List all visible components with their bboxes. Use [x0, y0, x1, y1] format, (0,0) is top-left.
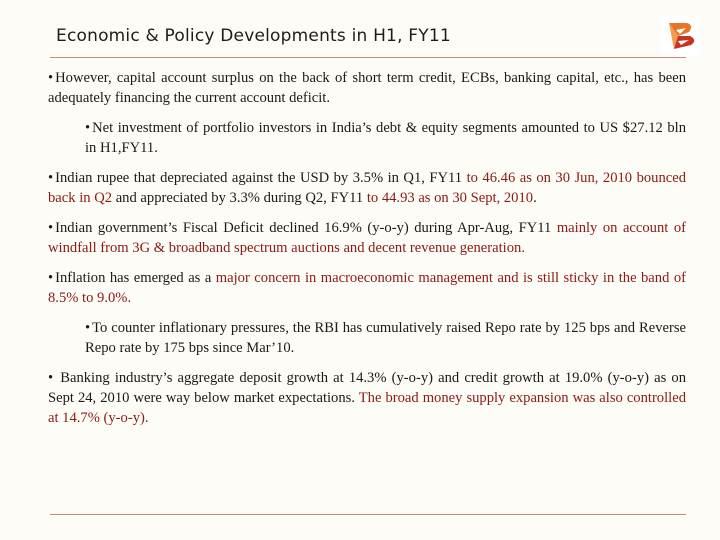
bullet-dot-icon: • [48, 270, 54, 286]
title-divider [50, 57, 686, 58]
bullet-text: to 46.46 as on 30 Jun, 2010 bounced back in Q2 [48, 170, 687, 206]
bank-of-baroda-logo [660, 16, 700, 56]
slide-title: Economic & Policy Developments in H1, FY11 [56, 26, 451, 46]
bullet-dot-icon: • [48, 220, 54, 236]
bullet-text: Inflation has emerged as a [55, 270, 216, 286]
bullet-text: The broad money supply expansion was also controlled at 14.7% (y-o-y). [48, 390, 686, 426]
bullet [48, 168, 686, 208]
bullet-dot-icon: • [48, 370, 54, 386]
bullet [48, 68, 686, 108]
bullet [48, 218, 686, 258]
bullet-list [48, 68, 686, 438]
sub-bullet [85, 118, 686, 158]
bullet-text: Banking industry’s aggregate deposit growth at 14.3% (y-o-y) and credit growth at 19.0% (y-o-y) as on Sept 24, 2010 were way below market expectations. [48, 370, 686, 406]
bullet-text: major concern in macroeconomic management and is still sticky in the band of 8.5% to 9.0%. [48, 270, 687, 306]
bullet-text: Indian rupee that depreciated against the USD by 3.5% in Q1, FY11 [55, 170, 467, 186]
bullet [48, 268, 686, 308]
footer-divider [50, 514, 686, 515]
bullet-dot-icon: • [48, 70, 54, 86]
bullet-text: To counter inflationary pressures, the RBI has cumulatively raised Repo rate by 125 bps and Reverse Repo rate by 175 bps since Mar’10. [85, 320, 686, 356]
bullet-dot-icon: • [48, 170, 54, 186]
bullet-dot-icon: • [85, 320, 91, 336]
bullet-text: to 44.93 as on 30 Sept, 2010 [366, 190, 534, 206]
sub-bullet [85, 318, 686, 358]
bullet-text: Indian government’s Fiscal Deficit declined 16.9% (y-o-y) during Apr-Aug, FY11 [55, 220, 557, 236]
bullet [48, 368, 686, 428]
bullet-dot-icon: • [85, 120, 91, 136]
bullet-text: . [533, 190, 537, 206]
bullet-text: Net investment of portfolio investors in India’s debt & equity segments amounted to US $27.12 bln in H1,FY11. [85, 120, 686, 156]
bullet-text: mainly on account of windfall from 3G & broadband spectrum auctions and decent revenue generation. [48, 220, 686, 256]
bullet-text: However, capital account surplus on the back of short term credit, ECBs, banking capital, etc., has been adequately financing the current account deficit. [48, 70, 686, 106]
bullet-text: and appreciated by 3.3% during Q2, FY11 [112, 190, 367, 206]
